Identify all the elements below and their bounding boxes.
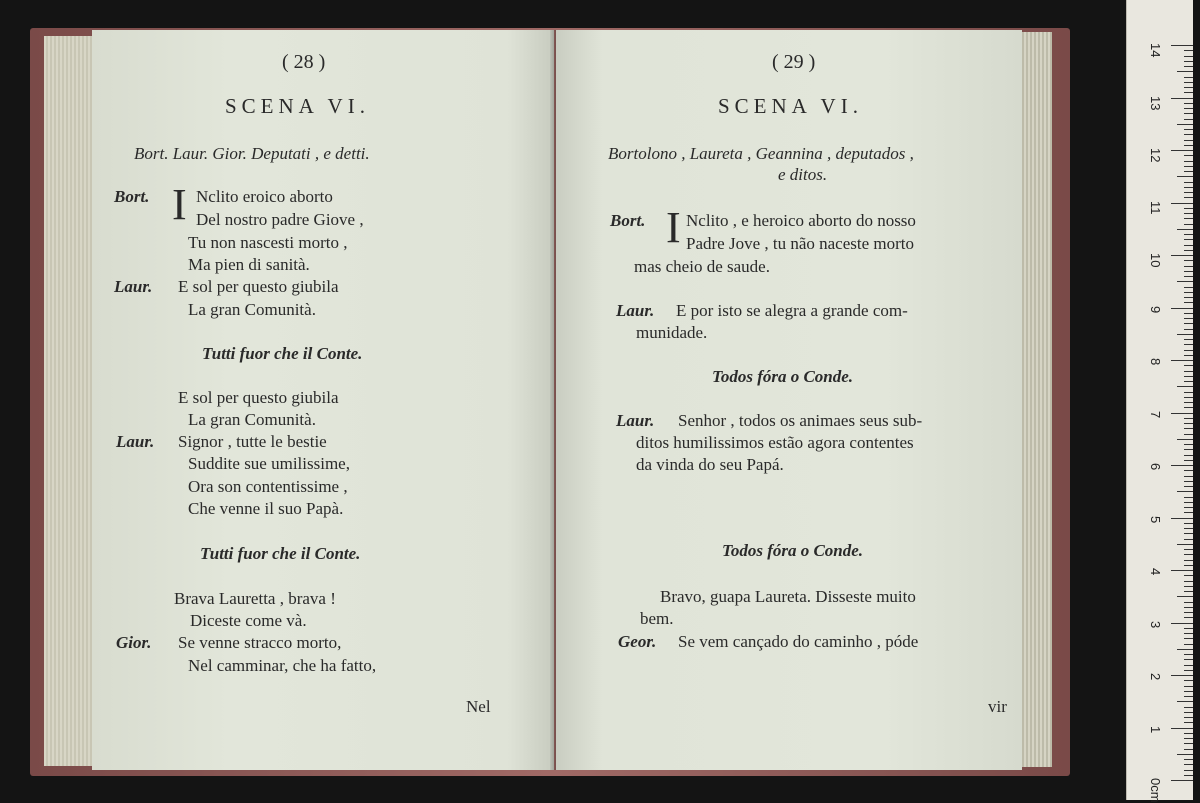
ruler-tick (1184, 313, 1193, 314)
ruler-tick (1184, 276, 1193, 277)
ruler-tick (1184, 166, 1193, 167)
ruler-tick (1184, 103, 1193, 104)
measurement-ruler (1126, 0, 1193, 803)
ruler-tick (1184, 266, 1193, 267)
ruler-tick (1184, 696, 1193, 697)
left-page (92, 30, 554, 770)
ruler-number: 11 (1148, 200, 1163, 214)
ruler-tick (1184, 365, 1193, 366)
right-page (556, 30, 1022, 770)
ruler-tick (1184, 61, 1193, 62)
prose-line: mas cheio de saude. (634, 257, 770, 276)
scene-title: SCENA VI. (718, 94, 863, 118)
page-number: ( 29 ) (772, 51, 816, 73)
ruler-tick (1177, 386, 1193, 387)
ruler-tick (1184, 644, 1193, 645)
ruler-tick (1184, 497, 1193, 498)
ruler-tick (1184, 628, 1193, 629)
ruler-tick (1184, 717, 1193, 718)
verse-line: Ma pien di sanità. (188, 255, 310, 274)
ruler-tick (1184, 161, 1193, 162)
ruler-number: 8 (1148, 358, 1163, 366)
ruler-tick (1184, 108, 1193, 109)
ruler-tick (1184, 218, 1193, 219)
ruler-tick (1171, 255, 1193, 256)
prose-line: munidade. (636, 323, 708, 342)
verse-line: E sol per questo giubila (178, 388, 339, 407)
ruler-tick (1184, 208, 1193, 209)
ruler-tick (1184, 575, 1193, 576)
verse-line: Che venne il suo Papà. (188, 499, 344, 518)
ruler-tick (1184, 533, 1193, 534)
ruler-tick (1177, 491, 1193, 492)
ruler-tick (1171, 623, 1193, 624)
ruler-tick (1171, 675, 1193, 676)
ruler-tick (1184, 633, 1193, 634)
ruler-tick (1184, 638, 1193, 639)
ruler-tick (1184, 119, 1193, 120)
verse-line: Ora son contentissime , (188, 477, 348, 496)
ruler-tick (1177, 281, 1193, 282)
ruler-tick (1184, 507, 1193, 508)
ruler-tick (1184, 476, 1193, 477)
character-list-continued: e ditos. (778, 165, 828, 184)
ruler-tick (1184, 344, 1193, 345)
ruler-tick (1184, 155, 1193, 156)
ruler-tick (1177, 334, 1193, 335)
ruler-tick (1171, 413, 1193, 414)
ruler-tick (1171, 203, 1193, 204)
prose-line: Padre Jove , tu não naceste morto (686, 234, 915, 253)
ruler-tick (1184, 50, 1193, 51)
ruler-tick (1184, 271, 1193, 272)
ruler-number: 10 (1148, 253, 1163, 268)
speaker-label: Gior. (116, 633, 152, 652)
ruler-tick (1171, 728, 1193, 729)
ruler-tick (1184, 329, 1193, 330)
ruler-tick (1184, 171, 1193, 172)
speaker-label: Bort. (114, 187, 150, 206)
ruler-tick (1184, 318, 1193, 319)
ruler-tick (1184, 749, 1193, 750)
ruler-tick (1184, 418, 1193, 419)
ruler-tick (1184, 77, 1193, 78)
ruler-tick (1184, 187, 1193, 188)
ruler-tick (1184, 129, 1193, 130)
ruler-tick (1184, 134, 1193, 135)
stage-direction: Todos fóra o Conde. (722, 541, 864, 560)
ruler-tick (1184, 654, 1193, 655)
ruler-tick (1184, 617, 1193, 618)
ruler-tick (1184, 775, 1193, 776)
verse-line: Signor , tutte le bestie (178, 432, 327, 451)
ruler-tick (1184, 381, 1193, 382)
ruler-tick (1184, 434, 1193, 435)
ruler-tick (1171, 308, 1193, 309)
ruler-tick (1184, 539, 1193, 540)
verse-line: Suddite sue umilissime, (188, 454, 350, 473)
ruler-tick (1184, 82, 1193, 83)
scene-title: SCENA VI. (225, 94, 370, 118)
ruler-tick (1184, 680, 1193, 681)
speaker-label: Bort. (610, 211, 646, 230)
verse-line: La gran Comunità. (188, 410, 316, 429)
drop-cap: I (172, 180, 187, 229)
drop-cap: I (666, 203, 681, 252)
ruler-tick (1184, 407, 1193, 408)
speaker-label: Laur. (616, 301, 655, 320)
speaker-label: Laur. (116, 432, 155, 451)
ruler-tick (1184, 481, 1193, 482)
ruler-tick (1184, 712, 1193, 713)
ruler-tick (1177, 124, 1193, 125)
ruler-tick (1184, 560, 1193, 561)
ruler-number: 3 (1148, 620, 1163, 628)
ruler-tick (1184, 56, 1193, 57)
ruler-tick (1184, 87, 1193, 88)
ruler-tick (1184, 770, 1193, 771)
ruler-tick (1184, 224, 1193, 225)
ruler-tick (1184, 738, 1193, 739)
speaker-label: Geor. (618, 632, 657, 651)
ruler-tick (1184, 234, 1193, 235)
verse-line: E sol per questo giubila (178, 277, 339, 296)
ruler-number: 9 (1148, 305, 1163, 313)
ruler-tick (1184, 355, 1193, 356)
prose-line: E por isto se alegra a grande com- (676, 301, 908, 320)
ruler-tick (1177, 649, 1193, 650)
ruler-tick (1184, 423, 1193, 424)
ruler-number: 0cm (1148, 778, 1163, 803)
speaker-label: Laur. (114, 277, 153, 296)
ruler-tick (1184, 486, 1193, 487)
verse-line: Del nostro padre Giove , (196, 210, 364, 229)
page-number: ( 28 ) (282, 51, 326, 73)
ruler-number: 12 (1148, 148, 1163, 163)
ruler-tick (1184, 602, 1193, 603)
ruler-tick (1171, 45, 1193, 46)
ruler-tick (1184, 470, 1193, 471)
verse-line: Nel camminar, che ha fatto, (188, 656, 377, 675)
ruler-tick (1171, 518, 1193, 519)
catchword: Nel (466, 697, 491, 716)
ruler-tick (1184, 245, 1193, 246)
prose-line: Se vem cançado do caminho , póde (678, 632, 919, 651)
ruler-tick (1184, 297, 1193, 298)
ruler-tick (1184, 759, 1193, 760)
ruler-tick (1184, 402, 1193, 403)
ruler-tick (1184, 512, 1193, 513)
ruler-tick (1184, 197, 1193, 198)
ruler-tick (1184, 502, 1193, 503)
ruler-tick (1184, 250, 1193, 251)
prose-line: Senhor , todos os animaes seus sub- (678, 411, 923, 430)
verse-line: La gran Comunità. (188, 300, 316, 319)
verse-line: Brava Lauretta , brava ! (174, 589, 336, 608)
ruler-number: 5 (1148, 515, 1163, 523)
ruler-tick (1177, 701, 1193, 702)
ruler-tick (1184, 586, 1193, 587)
ruler-tick (1184, 376, 1193, 377)
ruler-tick (1184, 460, 1193, 461)
ruler-number: 7 (1148, 410, 1163, 418)
ruler-tick (1184, 455, 1193, 456)
ruler-tick (1184, 323, 1193, 324)
ruler-tick (1184, 565, 1193, 566)
ruler-tick (1184, 670, 1193, 671)
stage-direction: Tutti fuor che il Conte. (200, 544, 361, 563)
ruler-tick (1177, 754, 1193, 755)
ruler-tick (1184, 292, 1193, 293)
ruler-tick (1184, 371, 1193, 372)
ruler-tick (1171, 780, 1193, 781)
ruler-tick (1184, 66, 1193, 67)
ruler-number: 1 (1148, 725, 1163, 733)
ruler-tick (1184, 707, 1193, 708)
ruler-tick (1184, 302, 1193, 303)
character-list: Bort. Laur. Gior. Deputati , e detti. (134, 144, 370, 163)
ruler-tick (1184, 686, 1193, 687)
ruler-tick (1171, 360, 1193, 361)
ruler-tick (1184, 449, 1193, 450)
ruler-tick (1184, 722, 1193, 723)
ruler-tick (1184, 392, 1193, 393)
ruler-tick (1184, 612, 1193, 613)
ruler-tick (1184, 140, 1193, 141)
ruler-tick (1184, 287, 1193, 288)
ruler-tick (1184, 659, 1193, 660)
ruler-tick (1184, 528, 1193, 529)
verse-line: Tu non nascesti morto , (188, 233, 348, 252)
ruler-tick (1171, 98, 1193, 99)
ruler-tick (1177, 544, 1193, 545)
catchword: vir (988, 697, 1007, 716)
ruler-tick (1184, 192, 1193, 193)
ruler-tick (1184, 182, 1193, 183)
ruler-tick (1171, 465, 1193, 466)
prose-line: Bravo, guapa Laureta. Disseste muito (660, 587, 916, 606)
character-list: Bortolono , Laureta , Geannina , deputados , (608, 144, 914, 163)
ruler-tick (1184, 444, 1193, 445)
ruler-number: 14 (1148, 43, 1163, 58)
ruler-tick (1177, 71, 1193, 72)
ruler-tick (1184, 591, 1193, 592)
verse-line: Diceste come và. (190, 611, 307, 630)
ruler-tick (1184, 554, 1193, 555)
ruler-tick (1184, 260, 1193, 261)
stage-direction: Todos fóra o Conde. (712, 367, 854, 386)
ruler-tick (1184, 92, 1193, 93)
ruler-tick (1184, 213, 1193, 214)
ruler-tick (1184, 743, 1193, 744)
prose-line: Nclito , e heroico aborto do nosso (686, 211, 916, 230)
ruler-tick (1184, 549, 1193, 550)
prose-line: da vinda do seu Papá. (636, 455, 784, 474)
prose-line: bem. (640, 609, 674, 628)
ruler-tick (1184, 764, 1193, 765)
ruler-number: 13 (1148, 95, 1163, 110)
ruler-tick (1177, 596, 1193, 597)
ruler-tick (1184, 733, 1193, 734)
ruler-tick (1184, 350, 1193, 351)
prose-line: ditos humilissimos estão agora contentes (636, 433, 914, 452)
ruler-tick (1184, 665, 1193, 666)
ruler-tick (1184, 523, 1193, 524)
ruler-tick (1184, 607, 1193, 608)
verse-line: Se venne stracco morto, (178, 633, 342, 652)
ruler-tick (1184, 397, 1193, 398)
verse-line: Nclito eroico aborto (196, 187, 333, 206)
ruler-tick (1184, 581, 1193, 582)
ruler-tick (1184, 428, 1193, 429)
ruler-tick (1184, 145, 1193, 146)
ruler-tick (1177, 439, 1193, 440)
ruler-number: 4 (1148, 568, 1163, 576)
ruler-tick (1184, 239, 1193, 240)
ruler-number: 6 (1148, 463, 1163, 471)
ruler-tick (1171, 150, 1193, 151)
speaker-label: Laur. (616, 411, 655, 430)
ruler-tick (1184, 113, 1193, 114)
ruler-tick (1184, 691, 1193, 692)
ruler-number: 2 (1148, 673, 1163, 681)
ruler-tick (1177, 176, 1193, 177)
ruler-tick (1177, 229, 1193, 230)
stage-direction: Tutti fuor che il Conte. (202, 344, 363, 363)
ruler-tick (1184, 339, 1193, 340)
ruler-tick (1171, 570, 1193, 571)
